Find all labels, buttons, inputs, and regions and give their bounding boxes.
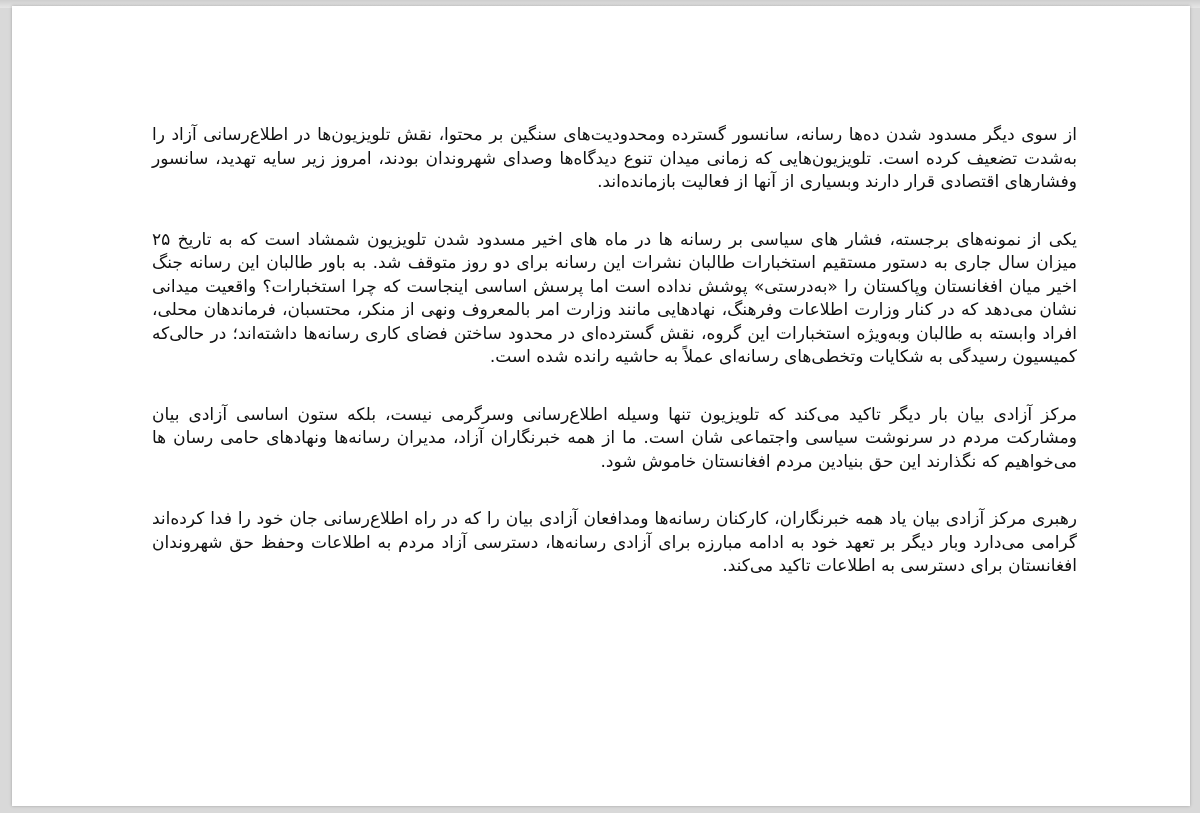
document-page	[12, 6, 1190, 806]
paragraph-media-censorship: از سوی دیگر مسدود شدن ده‌ها رسانه، سانسور گسترده ومحدودیت‌های سنگین بر محتوا، نقش تلویزیون‌ها در اطلاع‌رسانی آزاد را به‌شدت تضعیف کرده است. تلویزیون‌هایی که زمانی میدان تنوع دیدگاه‌ها وصدای شهروندان بودند، امروز زیر سایه تهدید، سانسور وفشارهای اقتصادی قرار دارند وبسیاری از آنها از فعالیت بازمانده‌اند.	[152, 125, 1077, 192]
document-body	[152, 124, 1077, 613]
paragraph-shamshad-tv-example: یکی از نمونه‌های برجسته، فشار های سیاسی بر رسانه ها در ماه های اخیر مسدود شدن تلویزیون شمشاد است که به تاریخ ۲۵ میزان سال جاری به دستور مستقیم استخبارات طالبان نشرات این رسانه برای دو روز متوقف شد. به باور طالبان این رسانه جنگ اخیر میان افغانستان وپاکستان را «به‌درستی» پوشش نداده است اما پرسش اساسی اینجاست که چرا استخبارات؟ واقعیت میدانی نشان می‌دهد که در کنار وزارت اطلاعات وفرهنگ، نهادهایی مانند وزارت امر بالمعروف ونهی از منکر، محتسبان، فرماندهان محلی، افراد وابسته به طالبان وبه‌ویژه استخبارات این گروه، نقش گسترده‌ای در محدود ساختن فضای کاری رسانه‌ها داشته‌اند؛ در حالی‌که کمیسیون رسیدگی به شکایات وتخطی‌های رسانه‌ای عملاً به حاشیه رانده شده است.	[152, 229, 1077, 367]
paragraph-freedom-statement: مرکز آزادی بیان بار دیگر تاکید می‌کند که تلویزیون تنها وسیله اطلاع‌رسانی وسرگرمی نیست، بلکه ستون اساسی آزادی بیان ومشارکت مردم در سرنوشت سیاسی واجتماعی شان است. ما از همه خبرنگاران آزاد، مدیران رسانه‌ها ونهادهای حامی رسان ها می‌خواهیم که نگذارند این حق بنیادین مردم افغانستان خاموش شود.	[152, 404, 1077, 472]
paragraph-leadership-tribute: رهبری مرکز آزادی بیان یاد همه خبرنگاران، کارکنان رسانه‌ها ومدافعان آزادی بیان را که در راه اطلاع‌رسانی جان خود را فدا کرده‌اند گرامی می‌دارد وبار دیگر بر تعهد خود به ادامه مبارزه برای آزادی رسانه‌ها، دسترسی آزاد مردم به اطلاعات وحفظ حق شهروندان افغانستان برای دسترسی به اطلاعات تاکید می‌کند.	[152, 509, 1077, 576]
